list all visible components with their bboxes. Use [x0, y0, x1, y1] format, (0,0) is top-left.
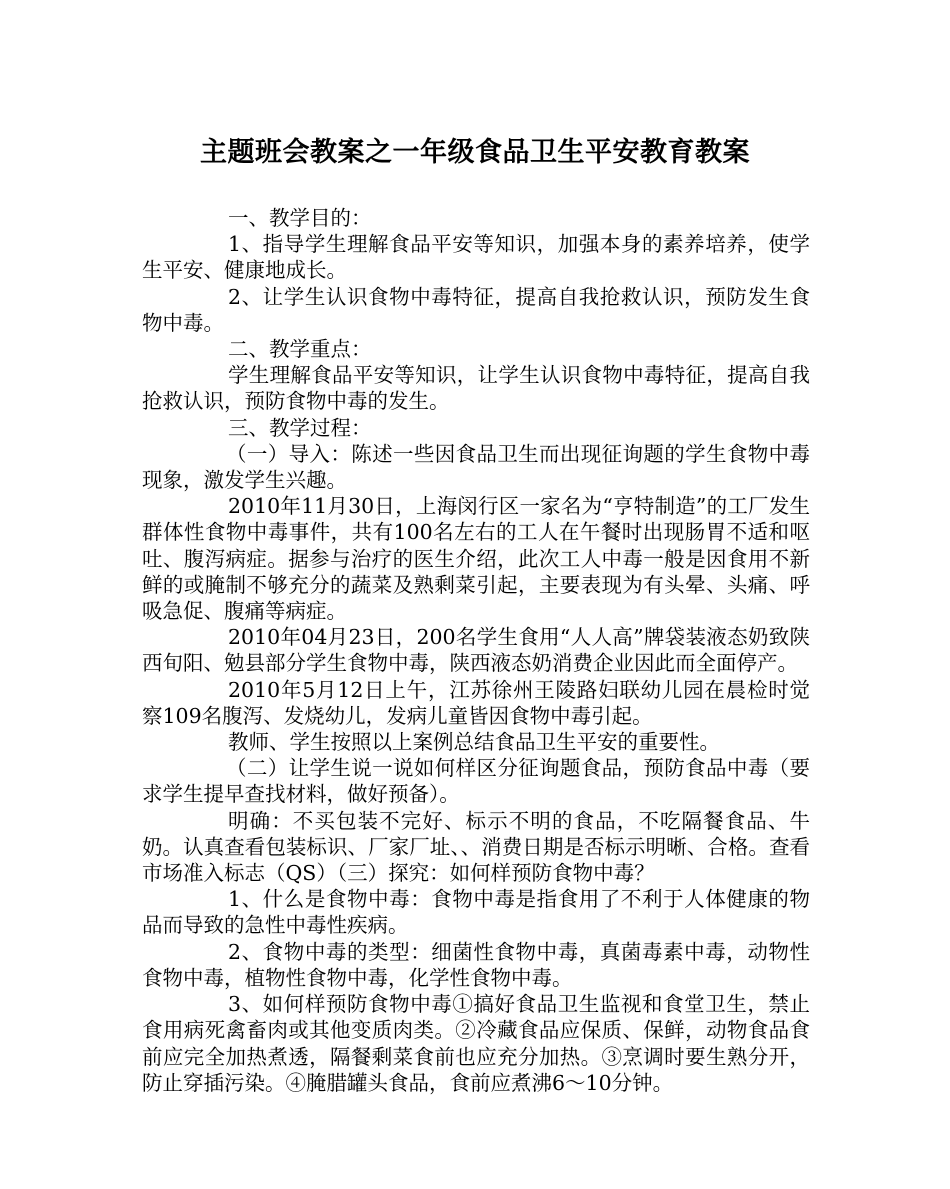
paragraph: 2010年11月30日，上海闵行区一家名为“亨特制造”的工厂发生群体性食物中毒事件，共有100名左右的工人在午餐时出现肠胃不适和呕吐、腹泻病症。据参与治疗的医生介绍，此次工人中毒一般是因食用不新鲜的或腌制不够充分的蔬菜及熟剩菜引起，主要表现为有头晕、头痛、呼吸急促、腹痛等病症。: [142, 494, 810, 624]
paragraph: 2010年5月12日上午，江苏徐州王陵路妇联幼儿园在晨检时觉察109名腹泻、发烧幼儿，发病儿童皆因食物中毒引起。: [142, 677, 810, 728]
paragraph: 3、如何样预防食物中毒①搞好食品卫生监视和食堂卫生，禁止食用病死禽畜肉或其他变质肉类。②冷藏食品应保质、保鲜，动物食品食前应完全加热煮透，隔餐剩菜食前也应充分加热。③烹调时要生熟分开，防止穿插污染。④腌腊罐头食品，食前应煮沸6～10分钟。: [142, 992, 810, 1095]
paragraph: 2010年04月23日，200名学生食用“人人高”牌袋装液态奶致陕西旬阳、勉县部分学生食物中毒，陕西液态奶消费企业因此而全面停产。: [142, 625, 810, 676]
paragraph: （一）导入：陈述一些因食品卫生而出现征询题的学生食物中毒现象，激发学生兴趣。: [142, 441, 810, 493]
section-heading-process: 三、教学过程：: [228, 415, 372, 440]
document-body: [142, 205, 810, 1096]
paragraph: 1、指导学生理解食品平安等知识，加强本身的素养培养，使学生平安、健康地成长。: [142, 232, 810, 283]
paragraph: （二）让学生说一说如何样区分征询题食品，预防食品中毒（要求学生提早查找材料，做好预备）。: [142, 756, 810, 807]
section-heading-focus: 二、教学重点：: [228, 337, 372, 362]
paragraph: 学生理解食品平安等知识，让学生认识食物中毒特征，提高自我抢救认识，预防食物中毒的发生。: [142, 363, 810, 414]
paragraph: 明确：不买包装不完好、标示不明的食品，不吃隔餐食品、牛奶。认真查看包装标识、厂家厂址、、消费日期是否标示明晰、合格。查看市场准入标志（QS）（三）探究：如何样预防食物中毒？: [142, 808, 810, 886]
paragraph: 2、让学生认识食物中毒特征，提高自我抢救认识，预防发生食物中毒。: [142, 284, 810, 335]
paragraph: 教师、学生按照以上案例总结食品卫生平安的重要性。: [228, 730, 720, 755]
section-heading-goals: 一、教学目的：: [228, 206, 372, 230]
paragraph: 1、什么是食物中毒：食物中毒是指食用了不利于人体健康的物品而导致的急性中毒性疾病。: [142, 887, 810, 938]
paragraph: 2、食物中毒的类型：细菌性食物中毒，真菌毒素中毒，动物性食物中毒，植物性食物中毒，化学性食物中毒。: [142, 939, 810, 990]
document-title: 主题班会教案之一年级食品卫生平安教育教案: [200, 137, 750, 168]
